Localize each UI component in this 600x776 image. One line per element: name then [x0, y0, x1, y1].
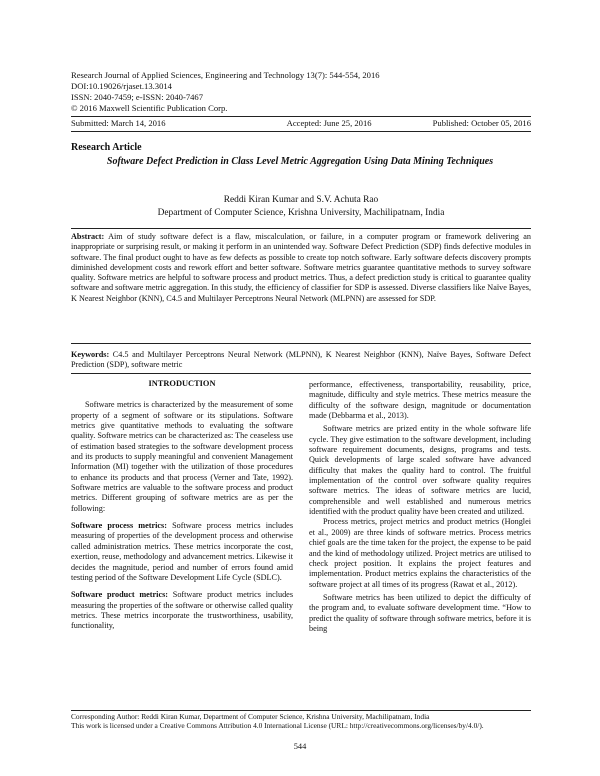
affiliation: Department of Computer Science, Krishna University, Machilipatnam, India — [157, 207, 445, 218]
paragraph-life-cycle: Software metrics are prized entity in the whole software life cycle. They give estimation to the software development, including software requirement documents, designs, programs and tests. Quick developments of large scaled software have advanced difficulty that makes the quality hard to control. The fruitful implementation of the control over software quality requires software metrics. The ideas of software metrics are lucid, comprehensible and well established and numerous metrics identified with the product quality have been created and utilized. — [309, 424, 531, 517]
abstract-rule-top — [71, 228, 531, 229]
header-rule-top — [71, 116, 531, 117]
right-column — [309, 380, 531, 634]
published-date: Published: October 05, 2016 — [432, 118, 531, 128]
footer-rule — [71, 710, 531, 711]
author-block — [71, 194, 531, 219]
left-column — [71, 377, 293, 632]
section-heading: INTRODUCTION — [148, 379, 216, 388]
abstract-text: Aim of study software defect is a flaw, miscalculation, or failure, in a computer program or framework delivering an inappropriate or surprising result, or making it perform in an unintended way. Software Defect Prediction (SDP) finds defective modules in software. The final product ought to have as few defects as possible to create top notch software. Early software defects discovery prompts diminished development costs and rework effort and better software. Software metrics guarantee quantitative methods to survey software quality. Software metrics are helpful to software process and product metrics. Thus, a defect prediction study is critical to guarantee quality software and software metric aggregation. In this study, the efficiency of classifier for SDP is assessed. Diverse classifiers like Naïve Bayes, K Nearest Neighbor (KNN), C4.5 and Multilayer Perceptrons Neural Network (MLPNN) are assessed for SDP. — [71, 232, 531, 303]
keywords-text: C4.5 and Multilayer Perceptrons Neural Network (MLPNN), K Nearest Neighbor (KNN), Naïve Bayes, Software Defect Prediction (SDP), software metric — [71, 350, 531, 370]
paragraph-intro: Software metrics is characterized by the measurement of some property of a segment of software or its stipulations. Software metrics give quantitative methods to evaluating the software quality. Software metrics can be characterized as: The ceaseless use of estimation based strategies to the software development process and its products to supply meaningful and convenient Management Information (MI) together with the utilization of those procedures to enhance its products and that process (Verner and Tate, 1992). Software metrics are valuable to the software process and product metrics. Different grouping of software metrics are as per the following: — [71, 400, 293, 513]
page-number: 544 — [293, 742, 307, 751]
keywords-label: Keywords: — [71, 350, 110, 359]
product-metrics-text: Software product metrics includes measuring the properties of the software or otherwise called quality metrics. These metrics incorporate the trustworthiness, usability, functionality, — [71, 590, 294, 631]
journal-meta — [71, 70, 541, 114]
keywords — [71, 350, 531, 371]
corresponding-author: Corresponding Author: Reddi Kiran Kumar, Department of Computer Science, Krishna University, Machilipatnam, India — [71, 712, 430, 721]
paragraph-metric-kinds: Process metrics, project metrics and product metrics (Honglei et al., 2009) are three kinds of software metrics. Process metrics chief goals are the time taken for the project, the expense to be paid and the kind of methodology utilized. Project metrics are utilised to check project position. It explains the project features and implementation. Product metrics explains the characteristics of the software project at all times of its progress (Rawat et al., 2012). — [309, 517, 531, 589]
paragraph-product-metrics — [71, 590, 293, 631]
dates-row — [71, 118, 531, 128]
header-rule-bottom — [71, 131, 531, 132]
doi: DOI:10.19026/rjaset.13.3014 — [71, 81, 172, 91]
abstract-rule-bottom — [71, 343, 531, 344]
process-metrics-text: Software process metrics includes measuring of properties of the development process and otherwise called administration metrics. These metrics incorporate the cost, exertion, reuse, methodology and advancement metrics. Likewise it decides the magnitude, period and number of errors found amid testing period of the Software Development Life Cycle (SDLC). — [71, 521, 294, 582]
authors: Reddi Kiran Kumar and S.V. Achuta Rao — [223, 195, 379, 205]
journal-line: Research Journal of Applied Sciences, Engineering and Technology 13(7): 544-554, 2016 — [71, 70, 380, 80]
paragraph-continued: performance, effectiveness, transportability, reusability, price, magnitude, difficulty and style metrics. These metrics measure the difficulty of the software design, magnitude or documentation made (Debbarma et al., 2013). — [309, 380, 531, 421]
issn: ISSN: 2040-7459; e-ISSN: 2040-7467 — [71, 92, 204, 102]
abstract-label: Abstract: — [71, 232, 105, 241]
copyright: © 2016 Maxwell Scientific Publication Corp. — [71, 103, 228, 113]
article-type: Research Article — [71, 142, 142, 153]
paper-title: Software Defect Prediction in Class Level Metric Aggregation Using Data Mining Techniques — [106, 156, 494, 167]
abstract — [71, 232, 531, 304]
submitted-date: Submitted: March 14, 2016 — [71, 118, 166, 128]
product-metrics-label: Software product metrics: — [71, 590, 168, 600]
paragraph-difficulty: Software metrics has been utilized to depict the difficulty of the program and, to evaluate software development time. “How to predict the quality of software through software metrics, before it is being — [309, 592, 531, 633]
license-note: This work is licensed under a Creative Commons Attribution 4.0 International License (URL: http://creativecommons.org/licenses/by/4.0/). — [71, 721, 484, 731]
accepted-date: Accepted: June 25, 2016 — [286, 118, 372, 128]
process-metrics-label: Software process metrics: — [71, 521, 167, 531]
footer — [71, 712, 531, 731]
keywords-rule — [71, 373, 531, 374]
paragraph-process-metrics — [71, 521, 293, 583]
